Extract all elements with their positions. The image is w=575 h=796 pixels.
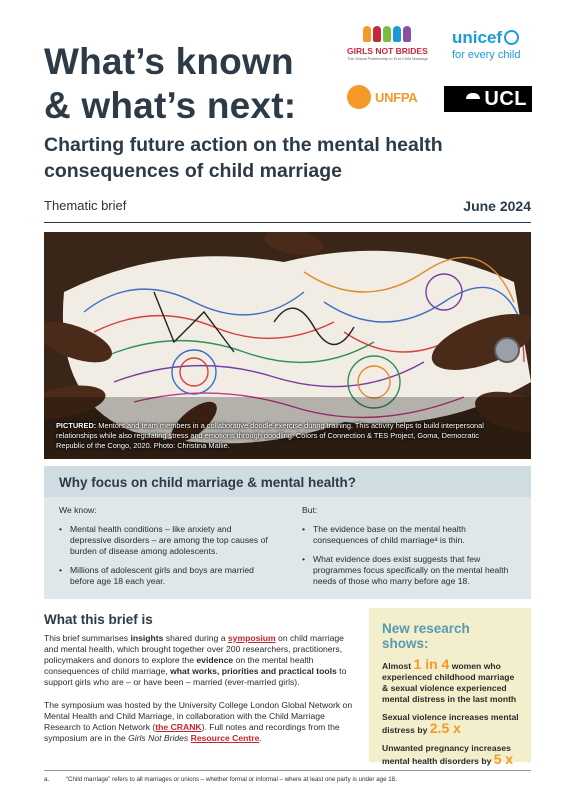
footnote-text: “Child marriage” refers to all marriages or unions – whether formal or informal – where at least one party is under age 18. [66, 776, 397, 783]
research-stat-1 [382, 656, 519, 705]
text-run: The symposium was hosted by the University College London Global Network on Mental Health and Child Marriage, in collaboration with the Child Marriage Research to Action Network ( [44, 700, 353, 732]
symposium-link[interactable]: symposium [227, 633, 276, 643]
new-research-title: New research shows: [382, 621, 470, 651]
the-crank-link[interactable]: the CRANK [155, 722, 202, 732]
girls-not-brides-logo [347, 26, 427, 70]
cover-photo [44, 232, 531, 459]
photo-caption-lead: PICTURED: [56, 421, 97, 430]
footnote [44, 776, 397, 783]
new-research-box [369, 608, 531, 767]
unfpa-wordmark: UNFPA [375, 89, 418, 105]
un-emblem-icon [347, 85, 371, 109]
ucl-wordmark: UCL [484, 87, 527, 110]
title-line-1: What’s known [44, 41, 294, 82]
footnote-mark: a. [44, 776, 50, 783]
but-column [302, 505, 517, 595]
text-run: on child marriage and mental health, which brought together over 200 researchers, practitioners, policymakers and donors to explore the [44, 633, 344, 665]
list-item: • What evidence does exist suggests that few programmes focus specifically on the mental health needs of those who marry before age 18. [302, 554, 517, 587]
we-know-column [59, 505, 274, 595]
symposium-host-paragraph [44, 700, 354, 744]
but-list [302, 524, 517, 587]
resource-centre-link[interactable]: Resource Centre [190, 733, 260, 743]
brief-date: June 2024 [463, 198, 531, 214]
list-item: • The evidence base on the mental health consequences of child marriageᵃ is thin. [302, 524, 517, 546]
brief-type: Thematic brief [44, 198, 127, 213]
insights-emphasis: insights [130, 633, 164, 643]
unfpa-logo [347, 84, 427, 110]
document-subtitle: Charting future action on the mental health consequences of child marriage [44, 134, 443, 182]
text-run: to support girls who are – or have been – married (ever-married girls). [44, 666, 347, 687]
text-run: . [259, 733, 262, 743]
priorities-emphasis: what works, priorities and practical tools [170, 666, 337, 676]
unicef-globe-icon [504, 30, 519, 45]
girls-not-brides-wordmark: GIRLS NOT BRIDES [347, 46, 428, 56]
evidence-emphasis: evidence [196, 655, 234, 665]
stat-highlight: 1 in 4 [413, 656, 450, 672]
photo-caption-text: Mentors and team members in a collaborative doodle exercise during training. This activity helps to build interpersonal relationships while also regulating stress and emotions through doodling. Colors of Connection & TES Project, Goma, Democratic Republic of the Congo, 2020. Photo: Christina Mallie. [56, 421, 484, 450]
photo-caption [56, 421, 491, 451]
stat-highlight: 2.5 x [429, 720, 461, 736]
brief-summary-paragraph [44, 633, 354, 688]
research-stat-3 [382, 743, 519, 767]
girls-not-brides-italic: Girls Not Brides [128, 733, 189, 743]
text-run: Unwanted pregnancy increases mental health disorders by [382, 743, 511, 766]
research-stat-2 [382, 712, 519, 736]
we-know-heading: We know: [59, 505, 97, 515]
list-item: • Millions of adolescent girls and boys are married before age 18 each year. [59, 565, 274, 587]
ucl-logo [444, 86, 532, 112]
text-run: shared during a [163, 633, 228, 643]
stat-highlight: 5 x [493, 751, 514, 767]
text-run: ). Full notes and recordings from the symposium are in the [44, 722, 340, 743]
girls-not-brides-figures-icon [347, 26, 427, 44]
text-run: Sexual violence increases mental distress by [382, 712, 519, 735]
document-title [44, 40, 296, 128]
text-run: women who experienced childhood marriage & sexual violence experienced mental distress in the last month [382, 661, 517, 704]
what-this-brief-is-heading: What this brief is [44, 612, 153, 627]
footnote-divider [44, 770, 531, 771]
why-focus-box [44, 466, 531, 599]
text-run: Almost [382, 661, 414, 671]
unicef-logo [452, 28, 532, 68]
brief-meta-row [44, 198, 531, 218]
ucl-dome-icon [466, 93, 480, 105]
title-line-2: & what’s next: [44, 85, 297, 126]
unicef-wordmark: unicef [452, 28, 503, 47]
why-focus-header [44, 466, 531, 497]
list-item: • Mental health conditions – like anxiety and depressive disorders – are among the top causes of burden of disease among adolescents. [59, 524, 274, 557]
text-run: This brief summarises [44, 633, 131, 643]
text-run: on the mental health consequences of child marriage, [44, 655, 314, 676]
why-focus-title: Why focus on child marriage & mental health? [59, 475, 357, 490]
we-know-list [59, 524, 274, 587]
header-divider [44, 222, 531, 223]
girls-not-brides-tagline: The Global Partnership to End Child Marriage [347, 56, 428, 61]
but-heading: But: [302, 505, 318, 515]
unicef-tagline: for every child [452, 49, 521, 61]
